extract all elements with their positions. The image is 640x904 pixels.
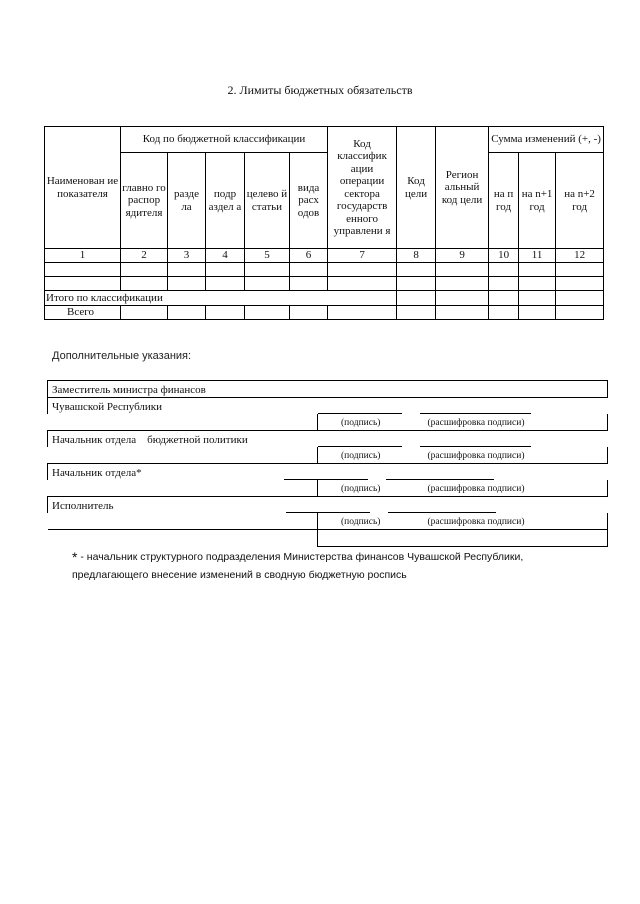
col-number: 11 <box>519 249 556 263</box>
deputy-minister-title: Заместитель министра финансов <box>48 381 608 398</box>
header-section: разде ла <box>168 153 206 249</box>
col-number: 6 <box>290 249 328 263</box>
header-target-item: целево й статьи <box>245 153 290 249</box>
header-name: Наименован ие показателя <box>45 127 121 249</box>
head-dept-star-title: Начальник отдела* <box>48 464 318 481</box>
decode-line <box>420 401 531 414</box>
header-budget-code-group: Код по бюджетной классификации <box>121 127 328 153</box>
decode-caption: (расшифровка подписи) <box>420 414 533 431</box>
header-year-n: на п год <box>489 153 519 249</box>
decode-line <box>420 434 531 447</box>
signature-caption: (подпись) <box>318 447 404 464</box>
grand-total-label: Всего <box>45 306 121 320</box>
signature-line <box>286 500 370 513</box>
signature-line <box>318 401 402 414</box>
section-title: 2. Лимиты бюджетных обязательств <box>227 83 413 97</box>
decode-caption: (расшифровка подписи) <box>420 480 533 497</box>
col-number: 1 <box>45 249 121 263</box>
head-budget-policy-title <box>48 431 318 448</box>
total-by-classification-label: Итого по классификации <box>45 291 397 306</box>
header-year-n2: на n+2 год <box>556 153 604 249</box>
decode-caption: (расшифровка подписи) <box>420 513 533 530</box>
col-number: 2 <box>121 249 168 263</box>
additional-notes-label: Дополнительные указания: <box>52 350 192 362</box>
total-by-classification-row <box>45 291 604 306</box>
col-number: 10 <box>489 249 519 263</box>
executor-extra-cell <box>318 530 608 547</box>
header-year-n1: на n+1 год <box>519 153 556 249</box>
footnote-line1 <box>72 549 523 565</box>
footnote-line2: предлагающего внесение изменений в сводную бюджетную роспись <box>72 569 407 581</box>
table-row <box>45 263 604 277</box>
signature-line <box>284 467 368 480</box>
header-expense-type: вида расх одов <box>290 153 328 249</box>
footnote-star: * <box>72 549 78 565</box>
budget-limits-table <box>44 126 604 320</box>
signatures-block <box>47 380 608 547</box>
col-number: 8 <box>397 249 436 263</box>
header-subsection: подр аздел а <box>206 153 245 249</box>
header-chief-manager: главно го распор ядителя <box>121 153 168 249</box>
signature-caption: (подпись) <box>318 513 404 530</box>
header-sum-group: Сумма изменений (+, -) <box>489 127 604 153</box>
header-regional-code: Регион альный код цели <box>436 127 489 249</box>
col-number: 7 <box>328 249 397 263</box>
signature-line <box>318 434 402 447</box>
budget-policy-label: бюджетной политики <box>147 434 248 446</box>
table-row <box>45 277 604 291</box>
header-target-code: Код цели <box>397 127 436 249</box>
deputy-minister-republic: Чувашской Республики <box>48 398 318 415</box>
decode-line <box>386 467 494 480</box>
signature-caption: (подпись) <box>318 414 404 431</box>
column-numbers-row <box>45 249 604 263</box>
col-number: 3 <box>168 249 206 263</box>
col-number: 5 <box>245 249 290 263</box>
head-dept-label: Начальник отдела <box>52 434 137 446</box>
grand-total-row <box>45 306 604 320</box>
executor-title: Исполнитель <box>48 497 318 514</box>
col-number: 12 <box>556 249 604 263</box>
decode-line <box>388 500 496 513</box>
header-kosgu: Код классифик ации операции сектора государств енного управлени я <box>328 127 397 249</box>
decode-caption: (расшифровка подписи) <box>420 447 533 464</box>
col-number: 4 <box>206 249 245 263</box>
footnote-text-1: - начальник структурного подразделения Министерства финансов Чувашской Республики, <box>77 551 524 563</box>
col-number: 9 <box>436 249 489 263</box>
signature-caption: (подпись) <box>318 480 404 497</box>
